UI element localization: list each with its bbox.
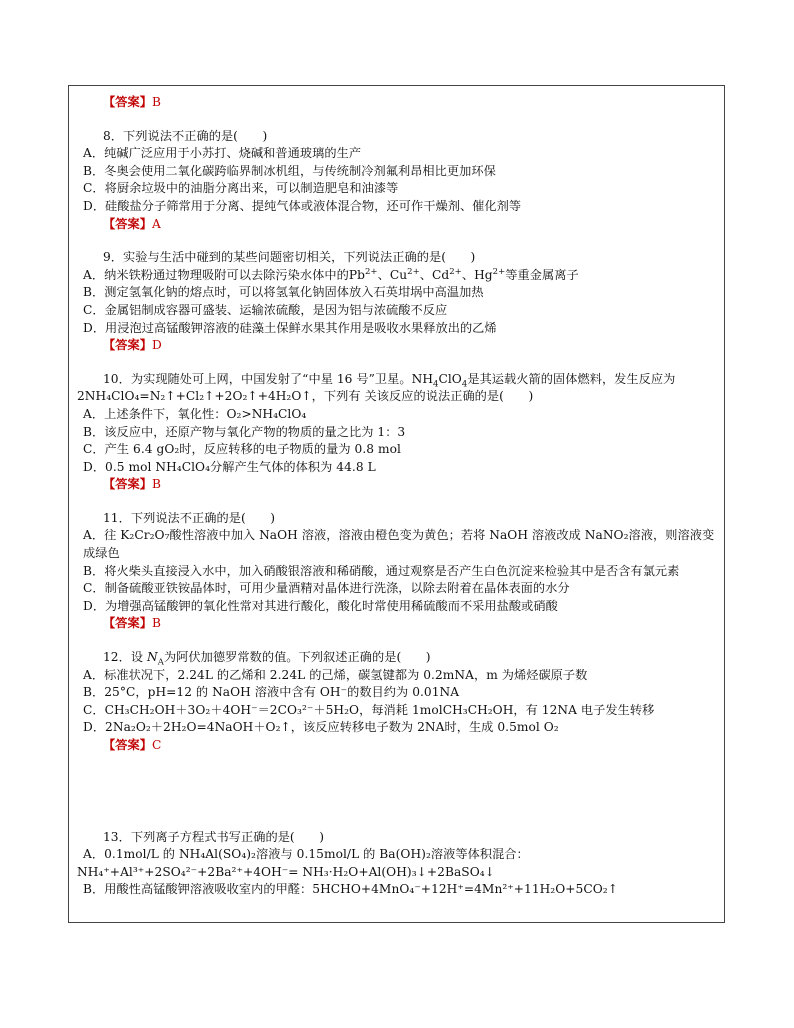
option-a-q13-equation: NH₄⁺+Al³⁺+2SO₄²⁻+2Ba²⁺+4OH⁻= NH₃·H₂O+Al(OH)₃↓+2BaSO₄↓ [77,864,495,879]
option-b-q9: B．测定氢氧化钠的熔点时，可以将氢氧化钠固体放入石英坩埚中高温加热 [83,285,484,300]
answer-value: B [151,477,161,492]
option-a-q12: A．标准状况下，2.24L 的乙烯和 2.24L 的己烯，碳氢键都为 0.2mNA，m 为烯烃碳原子数 [83,667,588,682]
option-b-q13: B．用酸性高锰酸钾溶液吸收室内的甲醛：5HCHO+4MnO₄⁻+12H⁺=4Mn²⁺+11H₂O+5CO₂↑ [83,882,618,897]
option-d-q10: D．0.5 mol NH₄ClO₄分解产生气体的体积为 44.8 L [83,459,376,474]
answer-tag: 【答案】 [103,738,152,752]
question-frame [68,85,725,923]
answer-value: D [151,338,162,353]
option-a-q8: A．纯碱广泛应用于小苏打、烧碱和普通玻璃的生产 [83,146,362,161]
option-a-q9: A．纳米铁粉通过物理吸附可以去除污染水体中的$Pb^{2+}$、$Cu^{2+}$、$Cd^{2+}$、$Hg^{2+}$等重金属离子 [83,266,579,282]
question-stem-q12: 12．设 $N_A$为阿伏加德罗常数的值。下列叙述正确的是( ) [103,650,431,668]
option-a-q11: A．往 K₂Cr₂O₇酸性溶液中加入 NaOH 溶液，溶液由橙色变为黄色；若将 NaOH 溶液改成 NaNO₂溶液，则溶液变成绿色 [83,528,715,561]
answer-value: B [151,616,161,631]
option-c-q12: C．CH₃CH₂OH＋3O₂＋4OH⁻＝2CO₃²⁻＋5H₂O，每消耗 1molCH₃CH₂OH，有 12NA 电子发生转移 [83,702,655,717]
answer-line-q10 [77,476,716,494]
question-stem-q10: 10．为实现随处可上网，中国发射了“中星 16 号”卫星。$NH_4ClO_4$是其运载火箭的固体燃料，发生反应为 [103,371,676,390]
answer-value: C [151,738,162,752]
option-d-q9: D．用浸泡过高锰酸钾溶液的硅藻土保鲜水果其作用是吸收水果释放出的乙烯 [83,320,497,335]
option-b-q10: B．该反应中，还原产物与氧化产物的物质的量之比为 1：3 [83,424,406,439]
question-stem-q8: 8．下列说法不正确的是( ) [103,128,268,143]
answer-tag: 【答案】 [103,477,152,492]
option-c-q10: C．产生 6.4 gO₂时，反应转移的电子物质的量为 0.8 mol [83,442,401,457]
answer-line-q9 [77,337,716,355]
question-stem-q13: 13．下列离子方程式书写正确的是( ) [103,829,325,844]
question-stem-q9: 9．实验与生活中碰到的某些问题密切相关，下列说法正确的是( ) [103,250,476,265]
option-d-q8: D．硅酸盐分子筛常用于分离、提纯气体或液体混合物，还可作干燥剂、催化剂等 [83,198,522,213]
question-content [69,86,724,899]
answer-line-q8 [77,216,716,234]
option-b-q11: B．将火柴头直接浸入水中，加入硝酸银溶液和稀硝酸，通过观察是否产生白色沉淀来检验其中是否含有氯元素 [83,563,680,578]
option-d-q11: D．为增强高锰酸钾的氧化性常对其进行酸化，酸化时常使用稀硫酸而不采用盐酸或硝酸 [83,598,558,613]
answer-value: A [151,216,161,231]
option-c-q8: C．将厨余垃圾中的油脂分离出来，可以制造肥皂和油漆等 [83,181,399,196]
option-b-q8: B．冬奥会使用二氧化碳跨临界制冰机组，与传统制冷剂氟利昂相比更加环保 [83,163,496,178]
answer-value: B [151,95,161,109]
option-a-q13: A．0.1mol/L 的 NH₄Al(SO₄)₂溶液与 0.15mol/L 的 Ba(OH)₂溶液等体积混合： [83,847,529,862]
option-d-q12: D．2Na₂O₂＋2H₂O=4NaOH＋O₂↑，该反应转移电子数为 2NA时，生成 0.5mol O₂ [83,720,559,735]
question-stem-q11: 11．下列说法不正确的是( ) [103,510,276,525]
option-c-q11: C．制备硫酸亚铁铵晶体时，可用少量酒精对晶体进行洗涤，以除去附着在晶体表面的水分 [83,581,570,596]
answer-tag: 【答案】 [103,338,152,353]
option-b-q12: B．25°C，pH=12 的 NaOH 溶液中含有 OH⁻的数目约为 0.01NA [83,685,460,700]
option-c-q9: C．金属铝制成容器可盛装、运输浓硫酸，是因为铝与浓硫酸不反应 [83,302,448,317]
answer-tag: 【答案】 [103,216,152,231]
question-stem-q10-cont: 2NH₄ClO₄=N₂↑+Cl₂↑+2O₂↑+4H₂O↑，下列有 关该反应的说法正确的是( ) [77,389,534,404]
answer-line-q11 [77,615,716,633]
option-a-q10: A．上述条件下，氧化性：O₂>NH₄ClO₄ [83,406,307,421]
answer-tag: 【答案】 [103,616,152,631]
answer-line-q12 [77,737,716,755]
answer-tag: 【答案】 [103,95,152,109]
answer-line-q7 [77,94,716,112]
